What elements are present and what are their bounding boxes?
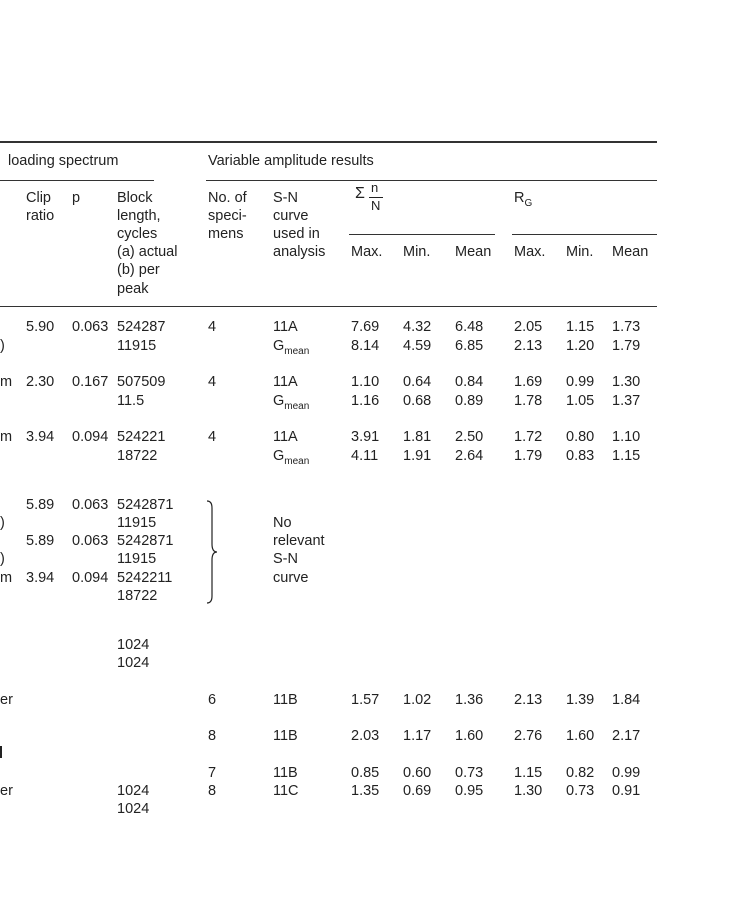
lower4-rg-min: 0.73 — [566, 783, 595, 799]
row3-sn-2: $G_{mean}$ — [273, 448, 310, 467]
row1-specimens: 4 — [208, 319, 217, 335]
block-header-6: peak — [117, 281, 149, 297]
row1-sigma-max-1: 7.69 — [351, 319, 380, 335]
lower1-prefix: er — [0, 692, 13, 708]
rg-min-header: Min. — [566, 244, 594, 260]
lower4-sn: 11C — [273, 783, 299, 799]
no-header-2: speci- — [208, 208, 247, 224]
group2-p: 0.063 — [72, 533, 109, 549]
row3-sigma-min-1: 1.81 — [403, 429, 432, 445]
block-1024-a1: 1024 — [117, 637, 150, 653]
lower1-rg-mean: 1.84 — [612, 692, 641, 708]
row1-sigma-max-2: 8.14 — [351, 338, 380, 354]
lower4-rg-max: 1.30 — [514, 783, 543, 799]
row3-rg-mean-2: 1.15 — [612, 448, 641, 464]
lower3-sigma-max: 0.85 — [351, 765, 380, 781]
block-header-2: length, — [117, 208, 161, 224]
clip-header-1: Clip — [26, 190, 51, 206]
p-header: p — [72, 190, 81, 206]
row3-clip: 3.94 — [26, 429, 55, 445]
row2-sigma-min-1: 0.64 — [403, 374, 432, 390]
sigma-denominator: N — [371, 198, 381, 213]
row3-rg-min-2: 0.83 — [566, 448, 595, 464]
row1-sigma-min-2: 4.59 — [403, 338, 432, 354]
group2-prefix: ) — [0, 551, 5, 567]
lower4-specimens: 8 — [208, 783, 217, 799]
lower3-rg-min: 0.82 — [566, 765, 595, 781]
row1-sn-1: 11A — [273, 319, 298, 335]
lower4-sigma-mean: 0.95 — [455, 783, 484, 799]
group3-block-b: 18722 — [117, 588, 158, 604]
row2-rg-mean-1: 1.30 — [612, 374, 641, 390]
lower2-sigma-min: 1.17 — [403, 728, 432, 744]
row3-sigma-max-1: 3.91 — [351, 429, 380, 445]
sn-header-1: S-N — [273, 190, 298, 206]
cut-off-mark — [0, 746, 2, 758]
lower2-rg-max: 2.76 — [514, 728, 543, 744]
group1-prefix: ) — [0, 515, 5, 531]
results-title: Variable amplitude results — [208, 153, 374, 169]
lower2-rg-min: 1.60 — [566, 728, 595, 744]
row2-rg-min-2: 1.05 — [566, 393, 595, 409]
group3-p: 0.094 — [72, 570, 109, 586]
row2-clip: 2.30 — [26, 374, 55, 390]
lower3-rg-max: 1.15 — [514, 765, 543, 781]
lower1-rg-max: 2.13 — [514, 692, 543, 708]
lower3-rg-mean: 0.99 — [612, 765, 641, 781]
row3-rg-max-1: 1.72 — [514, 429, 543, 445]
sigma-mean-header: Mean — [455, 244, 492, 260]
results-underline — [206, 180, 657, 181]
row2-block-b: 11.5 — [117, 393, 145, 409]
sigma-numerator: n — [371, 180, 379, 195]
lower1-sigma-min: 1.02 — [403, 692, 432, 708]
header-bottom-rule — [0, 306, 657, 307]
group3-prefix: m — [0, 570, 13, 586]
rg-mean-header: Mean — [612, 244, 649, 260]
spectrum-underline — [0, 180, 154, 181]
row2-rg-min-1: 0.99 — [566, 374, 595, 390]
row1-block-b: 11915 — [117, 338, 157, 354]
clip-header-2: ratio — [26, 208, 55, 224]
lower4-sigma-max: 1.35 — [351, 783, 380, 799]
rg-underline — [512, 234, 657, 235]
lower1-specimens: 6 — [208, 692, 217, 708]
row1-rg-mean-2: 1.79 — [612, 338, 641, 354]
no-header-3: mens — [208, 226, 244, 242]
rg-header: $R_G$ — [514, 190, 533, 209]
lower3-specimens: 7 — [208, 765, 217, 781]
lower4-prefix: er — [0, 783, 13, 799]
row1-p: 0.063 — [72, 319, 109, 335]
lower1-sigma-mean: 1.36 — [455, 692, 484, 708]
group2-clip: 5.89 — [26, 533, 55, 549]
spectrum-title: loading spectrum — [8, 153, 119, 169]
row2-sigma-mean-2: 0.89 — [455, 393, 484, 409]
row2-block-a: 507509 — [117, 374, 166, 390]
row1-clip: 5.90 — [26, 319, 55, 335]
no-curve-note-2: relevant — [273, 533, 325, 549]
right-brace — [205, 500, 219, 604]
row1-rg-mean-1: 1.73 — [612, 319, 641, 335]
group1-block-b: 11915 — [117, 515, 157, 531]
group1-p: 0.063 — [72, 497, 109, 513]
no-curve-note-3: S-N — [273, 551, 298, 567]
block-1024-b1: 1024 — [117, 783, 150, 799]
row3-sigma-min-2: 1.91 — [403, 448, 432, 464]
row1-sigma-mean-1: 6.48 — [455, 319, 484, 335]
row3-block-b: 18722 — [117, 448, 158, 464]
sigma-max-header: Max. — [351, 244, 383, 260]
row2-p: 0.167 — [72, 374, 109, 390]
no-curve-note-4: curve — [273, 570, 309, 586]
sn-header-2: curve — [273, 208, 309, 224]
row3-sigma-mean-1: 2.50 — [455, 429, 484, 445]
top-rule — [0, 141, 657, 143]
row3-p: 0.094 — [72, 429, 109, 445]
sigma-symbol: Σ — [355, 185, 365, 202]
row2-rg-max-1: 1.69 — [514, 374, 543, 390]
row3-prefix: m — [0, 429, 13, 445]
row3-sigma-mean-2: 2.64 — [455, 448, 484, 464]
row3-rg-mean-1: 1.10 — [612, 429, 641, 445]
row2-sigma-min-2: 0.68 — [403, 393, 432, 409]
row3-rg-min-1: 0.80 — [566, 429, 595, 445]
group2-block-b: 11915 — [117, 551, 157, 567]
block-header-5: (b) per — [117, 262, 160, 278]
rg-max-header: Max. — [514, 244, 546, 260]
lower3-sigma-min: 0.60 — [403, 765, 432, 781]
block-header-4: (a) actual — [117, 244, 178, 260]
row2-sigma-max-2: 1.16 — [351, 393, 380, 409]
row3-sigma-max-2: 4.11 — [351, 448, 379, 464]
block-header-3: cycles — [117, 226, 158, 242]
row1-sigma-min-1: 4.32 — [403, 319, 432, 335]
row3-block-a: 524221 — [117, 429, 166, 445]
row1-rg-max-1: 2.05 — [514, 319, 543, 335]
group1-block-a: 5242871 — [117, 497, 174, 513]
row1-rg-max-2: 2.13 — [514, 338, 543, 354]
lower2-rg-mean: 2.17 — [612, 728, 641, 744]
sn-header-4: analysis — [273, 244, 326, 260]
sigma-min-header: Min. — [403, 244, 431, 260]
group1-clip: 5.89 — [26, 497, 55, 513]
lower2-sn: 11B — [273, 728, 298, 744]
block-header-1: Block — [117, 190, 153, 206]
row2-sigma-mean-1: 0.84 — [455, 374, 484, 390]
row3-rg-max-2: 1.79 — [514, 448, 543, 464]
lower3-sn: 11B — [273, 765, 298, 781]
row1-rg-min-2: 1.20 — [566, 338, 595, 354]
group2-block-a: 5242871 — [117, 533, 174, 549]
group3-block-a: 5242211 — [117, 570, 173, 586]
block-1024-a2: 1024 — [117, 655, 150, 671]
sn-header-3: used in — [273, 226, 320, 242]
no-curve-note-1: No — [273, 515, 292, 531]
lower1-rg-min: 1.39 — [566, 692, 595, 708]
row1-block-a: 524287 — [117, 319, 166, 335]
lower1-sigma-max: 1.57 — [351, 692, 380, 708]
lower2-sigma-max: 2.03 — [351, 728, 380, 744]
sigma-underline — [349, 234, 495, 235]
row2-specimens: 4 — [208, 374, 217, 390]
lower4-sigma-min: 0.69 — [403, 783, 432, 799]
row2-prefix: m — [0, 374, 13, 390]
lower1-sn: 11B — [273, 692, 298, 708]
row2-rg-max-2: 1.78 — [514, 393, 543, 409]
sigma-n-over-n — [355, 181, 395, 219]
row1-sigma-mean-2: 6.85 — [455, 338, 484, 354]
row1-sn-2: $G_{mean}$ — [273, 338, 310, 357]
row2-rg-mean-2: 1.37 — [612, 393, 641, 409]
row3-specimens: 4 — [208, 429, 217, 445]
row2-sn-2: $G_{mean}$ — [273, 393, 310, 412]
lower2-sigma-mean: 1.60 — [455, 728, 484, 744]
row1-rg-min-1: 1.15 — [566, 319, 595, 335]
lower4-rg-mean: 0.91 — [612, 783, 641, 799]
no-header-1: No. of — [208, 190, 247, 206]
lower3-sigma-mean: 0.73 — [455, 765, 484, 781]
group3-clip: 3.94 — [26, 570, 55, 586]
lower2-specimens: 8 — [208, 728, 217, 744]
row2-sn-1: 11A — [273, 374, 298, 390]
block-1024-b2: 1024 — [117, 801, 150, 817]
row2-sigma-max-1: 1.10 — [351, 374, 380, 390]
row3-sn-1: 11A — [273, 429, 298, 445]
row1-prefix: ) — [0, 338, 5, 354]
